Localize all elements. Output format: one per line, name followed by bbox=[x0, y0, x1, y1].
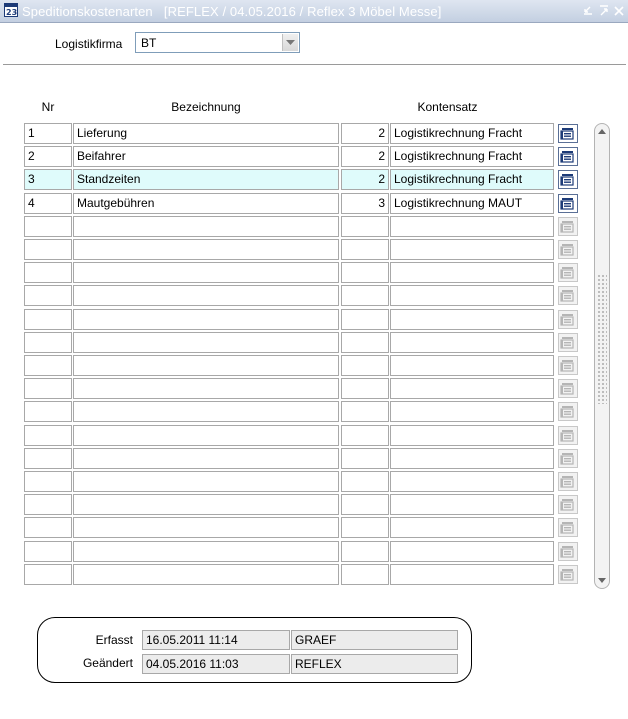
nr-cell[interactable] bbox=[24, 216, 72, 237]
column-header-nr: Nr bbox=[41, 100, 55, 114]
audit-panel bbox=[37, 617, 472, 683]
detail-table-icon[interactable] bbox=[558, 124, 578, 143]
erfasst-date-field: 16.05.2011 11:14 bbox=[142, 630, 290, 650]
window-title: Speditionskostenarten [REFLEX / 04.05.2016 / Reflex 3 Möbel Messe] bbox=[22, 4, 442, 19]
kontensatz-nr-cell[interactable] bbox=[341, 401, 389, 422]
bezeichnung-cell[interactable] bbox=[73, 541, 339, 562]
bezeichnung-cell[interactable] bbox=[73, 262, 339, 283]
kontensatz-nr-cell[interactable]: 2 bbox=[341, 123, 389, 144]
header-separator bbox=[3, 64, 626, 65]
kontensatz-cell[interactable] bbox=[390, 425, 554, 446]
table-scrollbar[interactable] bbox=[594, 123, 610, 589]
detail-table-icon[interactable] bbox=[558, 426, 578, 445]
geaendert-date-field: 04.05.2016 11:03 bbox=[142, 654, 290, 674]
kontensatz-cell[interactable] bbox=[390, 216, 554, 237]
geaendert-user-field: REFLEX bbox=[291, 654, 458, 674]
detail-table-icon[interactable] bbox=[558, 565, 578, 584]
detail-table-icon[interactable] bbox=[558, 194, 578, 213]
kontensatz-nr-cell[interactable] bbox=[341, 471, 389, 492]
bezeichnung-cell[interactable] bbox=[73, 378, 339, 399]
nr-cell[interactable]: 1 bbox=[24, 123, 72, 144]
kontensatz-cell[interactable] bbox=[390, 262, 554, 283]
erfasst-label: Erfasst bbox=[95, 633, 133, 647]
logistikfirma-select[interactable] bbox=[135, 32, 300, 53]
kontensatz-nr-cell[interactable] bbox=[341, 239, 389, 260]
bezeichnung-cell[interactable]: Mautgebühren bbox=[73, 193, 339, 214]
bezeichnung-cell[interactable] bbox=[73, 425, 339, 446]
column-header-kontensatz: Kontensatz bbox=[417, 100, 478, 114]
kontensatz-nr-cell[interactable]: 3 bbox=[341, 193, 389, 214]
bezeichnung-cell[interactable] bbox=[73, 285, 339, 306]
kontensatz-cell[interactable] bbox=[390, 471, 554, 492]
kontensatz-nr-cell[interactable] bbox=[341, 332, 389, 353]
kontensatz-nr-cell[interactable]: 2 bbox=[341, 169, 389, 190]
nr-cell[interactable] bbox=[24, 471, 72, 492]
kontensatz-nr-cell[interactable] bbox=[341, 564, 389, 585]
column-header-bezeichnung: Bezeichnung bbox=[171, 100, 241, 114]
kontensatz-nr-cell[interactable] bbox=[341, 355, 389, 376]
bezeichnung-cell[interactable] bbox=[73, 471, 339, 492]
kontensatz-cell[interactable]: Logistikrechnung Fracht bbox=[390, 169, 554, 190]
kontensatz-nr-cell[interactable] bbox=[341, 541, 389, 562]
kontensatz-cell[interactable] bbox=[390, 494, 554, 515]
bezeichnung-cell[interactable] bbox=[73, 564, 339, 585]
kontensatz-nr-cell[interactable] bbox=[341, 494, 389, 515]
kontensatz-cell[interactable] bbox=[390, 378, 554, 399]
scroll-up-icon[interactable] bbox=[596, 126, 608, 138]
kontensatz-nr-cell[interactable] bbox=[341, 285, 389, 306]
bezeichnung-cell[interactable] bbox=[73, 448, 339, 469]
nr-cell[interactable] bbox=[24, 285, 72, 306]
scroll-down-icon[interactable] bbox=[596, 574, 608, 586]
detail-table-icon[interactable] bbox=[558, 263, 578, 282]
chevron-down-icon[interactable] bbox=[282, 34, 298, 51]
svg-text:23: 23 bbox=[6, 8, 18, 17]
bezeichnung-cell[interactable]: Standzeiten bbox=[73, 169, 339, 190]
detail-table-icon[interactable] bbox=[558, 402, 578, 421]
logistikfirma-value: BT bbox=[141, 36, 157, 50]
detail-table-icon[interactable] bbox=[558, 333, 578, 352]
kontensatz-cell[interactable] bbox=[390, 564, 554, 585]
nr-cell[interactable] bbox=[24, 309, 72, 330]
nr-cell[interactable] bbox=[24, 448, 72, 469]
detail-table-icon[interactable] bbox=[558, 379, 578, 398]
bezeichnung-cell[interactable] bbox=[73, 332, 339, 353]
detail-table-icon[interactable] bbox=[558, 356, 578, 375]
detail-table-icon[interactable] bbox=[558, 472, 578, 491]
nr-cell[interactable] bbox=[24, 262, 72, 283]
nr-cell[interactable] bbox=[24, 564, 72, 585]
bezeichnung-cell[interactable]: Lieferung bbox=[73, 123, 339, 144]
detail-table-icon[interactable] bbox=[558, 310, 578, 329]
bezeichnung-cell[interactable] bbox=[73, 216, 339, 237]
erfasst-user-field: GRAEF bbox=[291, 630, 458, 650]
kontensatz-nr-cell[interactable] bbox=[341, 216, 389, 237]
detail-table-icon[interactable] bbox=[558, 217, 578, 236]
logistikfirma-label: Logistikfirma bbox=[55, 37, 123, 51]
kontensatz-nr-cell[interactable] bbox=[341, 309, 389, 330]
kontensatz-nr-cell[interactable] bbox=[341, 378, 389, 399]
detail-table-icon[interactable] bbox=[558, 495, 578, 514]
kontensatz-cell[interactable] bbox=[390, 285, 554, 306]
detail-table-icon[interactable] bbox=[558, 542, 578, 561]
detail-table-icon[interactable] bbox=[558, 147, 578, 166]
bezeichnung-cell[interactable]: Beifahrer bbox=[73, 146, 339, 167]
bezeichnung-cell[interactable] bbox=[73, 401, 339, 422]
kontensatz-nr-cell[interactable] bbox=[341, 448, 389, 469]
bezeichnung-cell[interactable] bbox=[73, 239, 339, 260]
kontensatz-nr-cell[interactable] bbox=[341, 262, 389, 283]
nr-cell[interactable] bbox=[24, 517, 72, 538]
minimize-icon[interactable] bbox=[582, 3, 594, 17]
detail-table-icon[interactable] bbox=[558, 449, 578, 468]
nr-cell[interactable] bbox=[24, 239, 72, 260]
bezeichnung-cell[interactable] bbox=[73, 494, 339, 515]
app-window-icon bbox=[4, 3, 18, 17]
nr-cell[interactable] bbox=[24, 541, 72, 562]
detail-table-icon[interactable] bbox=[558, 518, 578, 537]
nr-cell[interactable] bbox=[24, 494, 72, 515]
kontensatz-nr-cell[interactable] bbox=[341, 425, 389, 446]
kontensatz-cell[interactable]: Logistikrechnung Fracht bbox=[390, 123, 554, 144]
nr-cell[interactable] bbox=[24, 355, 72, 376]
nr-cell[interactable]: 3 bbox=[24, 169, 72, 190]
detail-table-icon[interactable] bbox=[558, 286, 578, 305]
nr-cell[interactable] bbox=[24, 425, 72, 446]
bezeichnung-cell[interactable] bbox=[73, 309, 339, 330]
maximize-icon[interactable] bbox=[598, 3, 610, 17]
kontensatz-nr-cell[interactable] bbox=[341, 517, 389, 538]
kontensatz-cell[interactable] bbox=[390, 309, 554, 330]
kontensatz-cell[interactable] bbox=[390, 517, 554, 538]
window-titlebar bbox=[0, 0, 628, 23]
scrollbar-thumb[interactable] bbox=[597, 274, 607, 404]
nr-cell[interactable] bbox=[24, 401, 72, 422]
bezeichnung-cell[interactable] bbox=[73, 517, 339, 538]
kontensatz-cell[interactable] bbox=[390, 239, 554, 260]
nr-cell[interactable]: 2 bbox=[24, 146, 72, 167]
kontensatz-cell[interactable] bbox=[390, 401, 554, 422]
nr-cell[interactable]: 4 bbox=[24, 193, 72, 214]
detail-table-icon[interactable] bbox=[558, 170, 578, 189]
bezeichnung-cell[interactable] bbox=[73, 355, 339, 376]
nr-cell[interactable] bbox=[24, 378, 72, 399]
kontensatz-cell[interactable]: Logistikrechnung MAUT bbox=[390, 193, 554, 214]
kontensatz-nr-cell[interactable]: 2 bbox=[341, 146, 389, 167]
geaendert-label: Geändert bbox=[82, 656, 133, 670]
nr-cell[interactable] bbox=[24, 332, 72, 353]
kontensatz-cell[interactable] bbox=[390, 355, 554, 376]
kontensatz-cell[interactable] bbox=[390, 541, 554, 562]
kontensatz-cell[interactable] bbox=[390, 448, 554, 469]
detail-table-icon[interactable] bbox=[558, 240, 578, 259]
close-icon[interactable] bbox=[613, 3, 625, 17]
kontensatz-cell[interactable]: Logistikrechnung Fracht bbox=[390, 146, 554, 167]
kontensatz-cell[interactable] bbox=[390, 332, 554, 353]
